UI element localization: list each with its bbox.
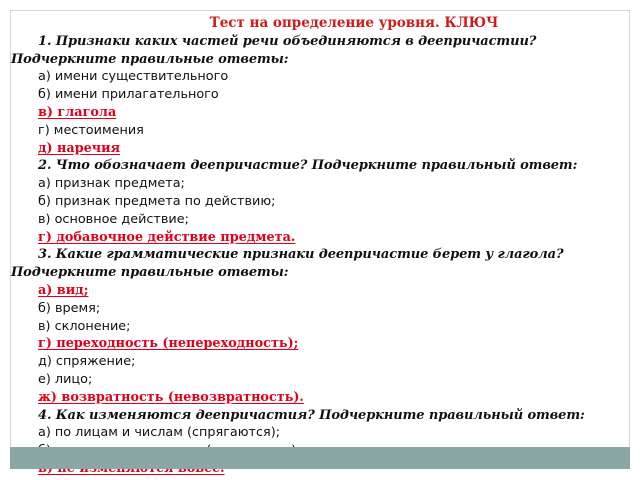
correct-answer: г) добавочное действие предмета. <box>38 229 296 245</box>
answer-option: б) признак предмета по действию; <box>38 193 276 209</box>
answer-option: а) признак предмета; <box>38 176 185 192</box>
answer-option: а) имени существительного <box>38 69 229 85</box>
document-page <box>10 10 630 464</box>
answer-option: в) склонение; <box>38 318 131 334</box>
question-4: 4. Как изменяются деепричастия? Подчеркните правильный ответ: <box>38 407 585 423</box>
answer-option: е) лицо; <box>38 371 93 387</box>
answer-option: д) спряжение; <box>38 354 136 370</box>
answer-option: в) основное действие; <box>38 211 189 227</box>
correct-answer: ж) возвратность (невозвратность). <box>38 389 304 405</box>
correct-answer: в) глагола <box>38 104 117 120</box>
page-title: Тест на определение уровня. КЛЮЧ <box>209 15 499 31</box>
correct-answer: д) наречия <box>38 140 121 156</box>
test-content <box>11 15 629 478</box>
correct-answer: а) вид; <box>38 282 89 298</box>
answer-option: б) имени прилагательного <box>38 87 219 103</box>
answer-option: а) по лицам и числам (спрягаются); <box>38 425 281 441</box>
answer-option: г) местоимения <box>38 122 144 138</box>
question-2: 2. Что обозначает деепричастие? Подчеркните правильный ответ: <box>38 158 578 174</box>
question-1: 1. Признаки каких частей речи объединяются в деепричастии? Подчеркните правильные ответы: <box>11 33 537 67</box>
correct-answer: г) переходность (непереходность); <box>38 336 299 352</box>
question-3: 3. Какие грамматические признаки деепричастие берет у глагола? Подчеркните правильные ответы: <box>11 247 564 281</box>
bottom-band <box>10 447 630 469</box>
answer-option: б) время; <box>38 300 101 316</box>
